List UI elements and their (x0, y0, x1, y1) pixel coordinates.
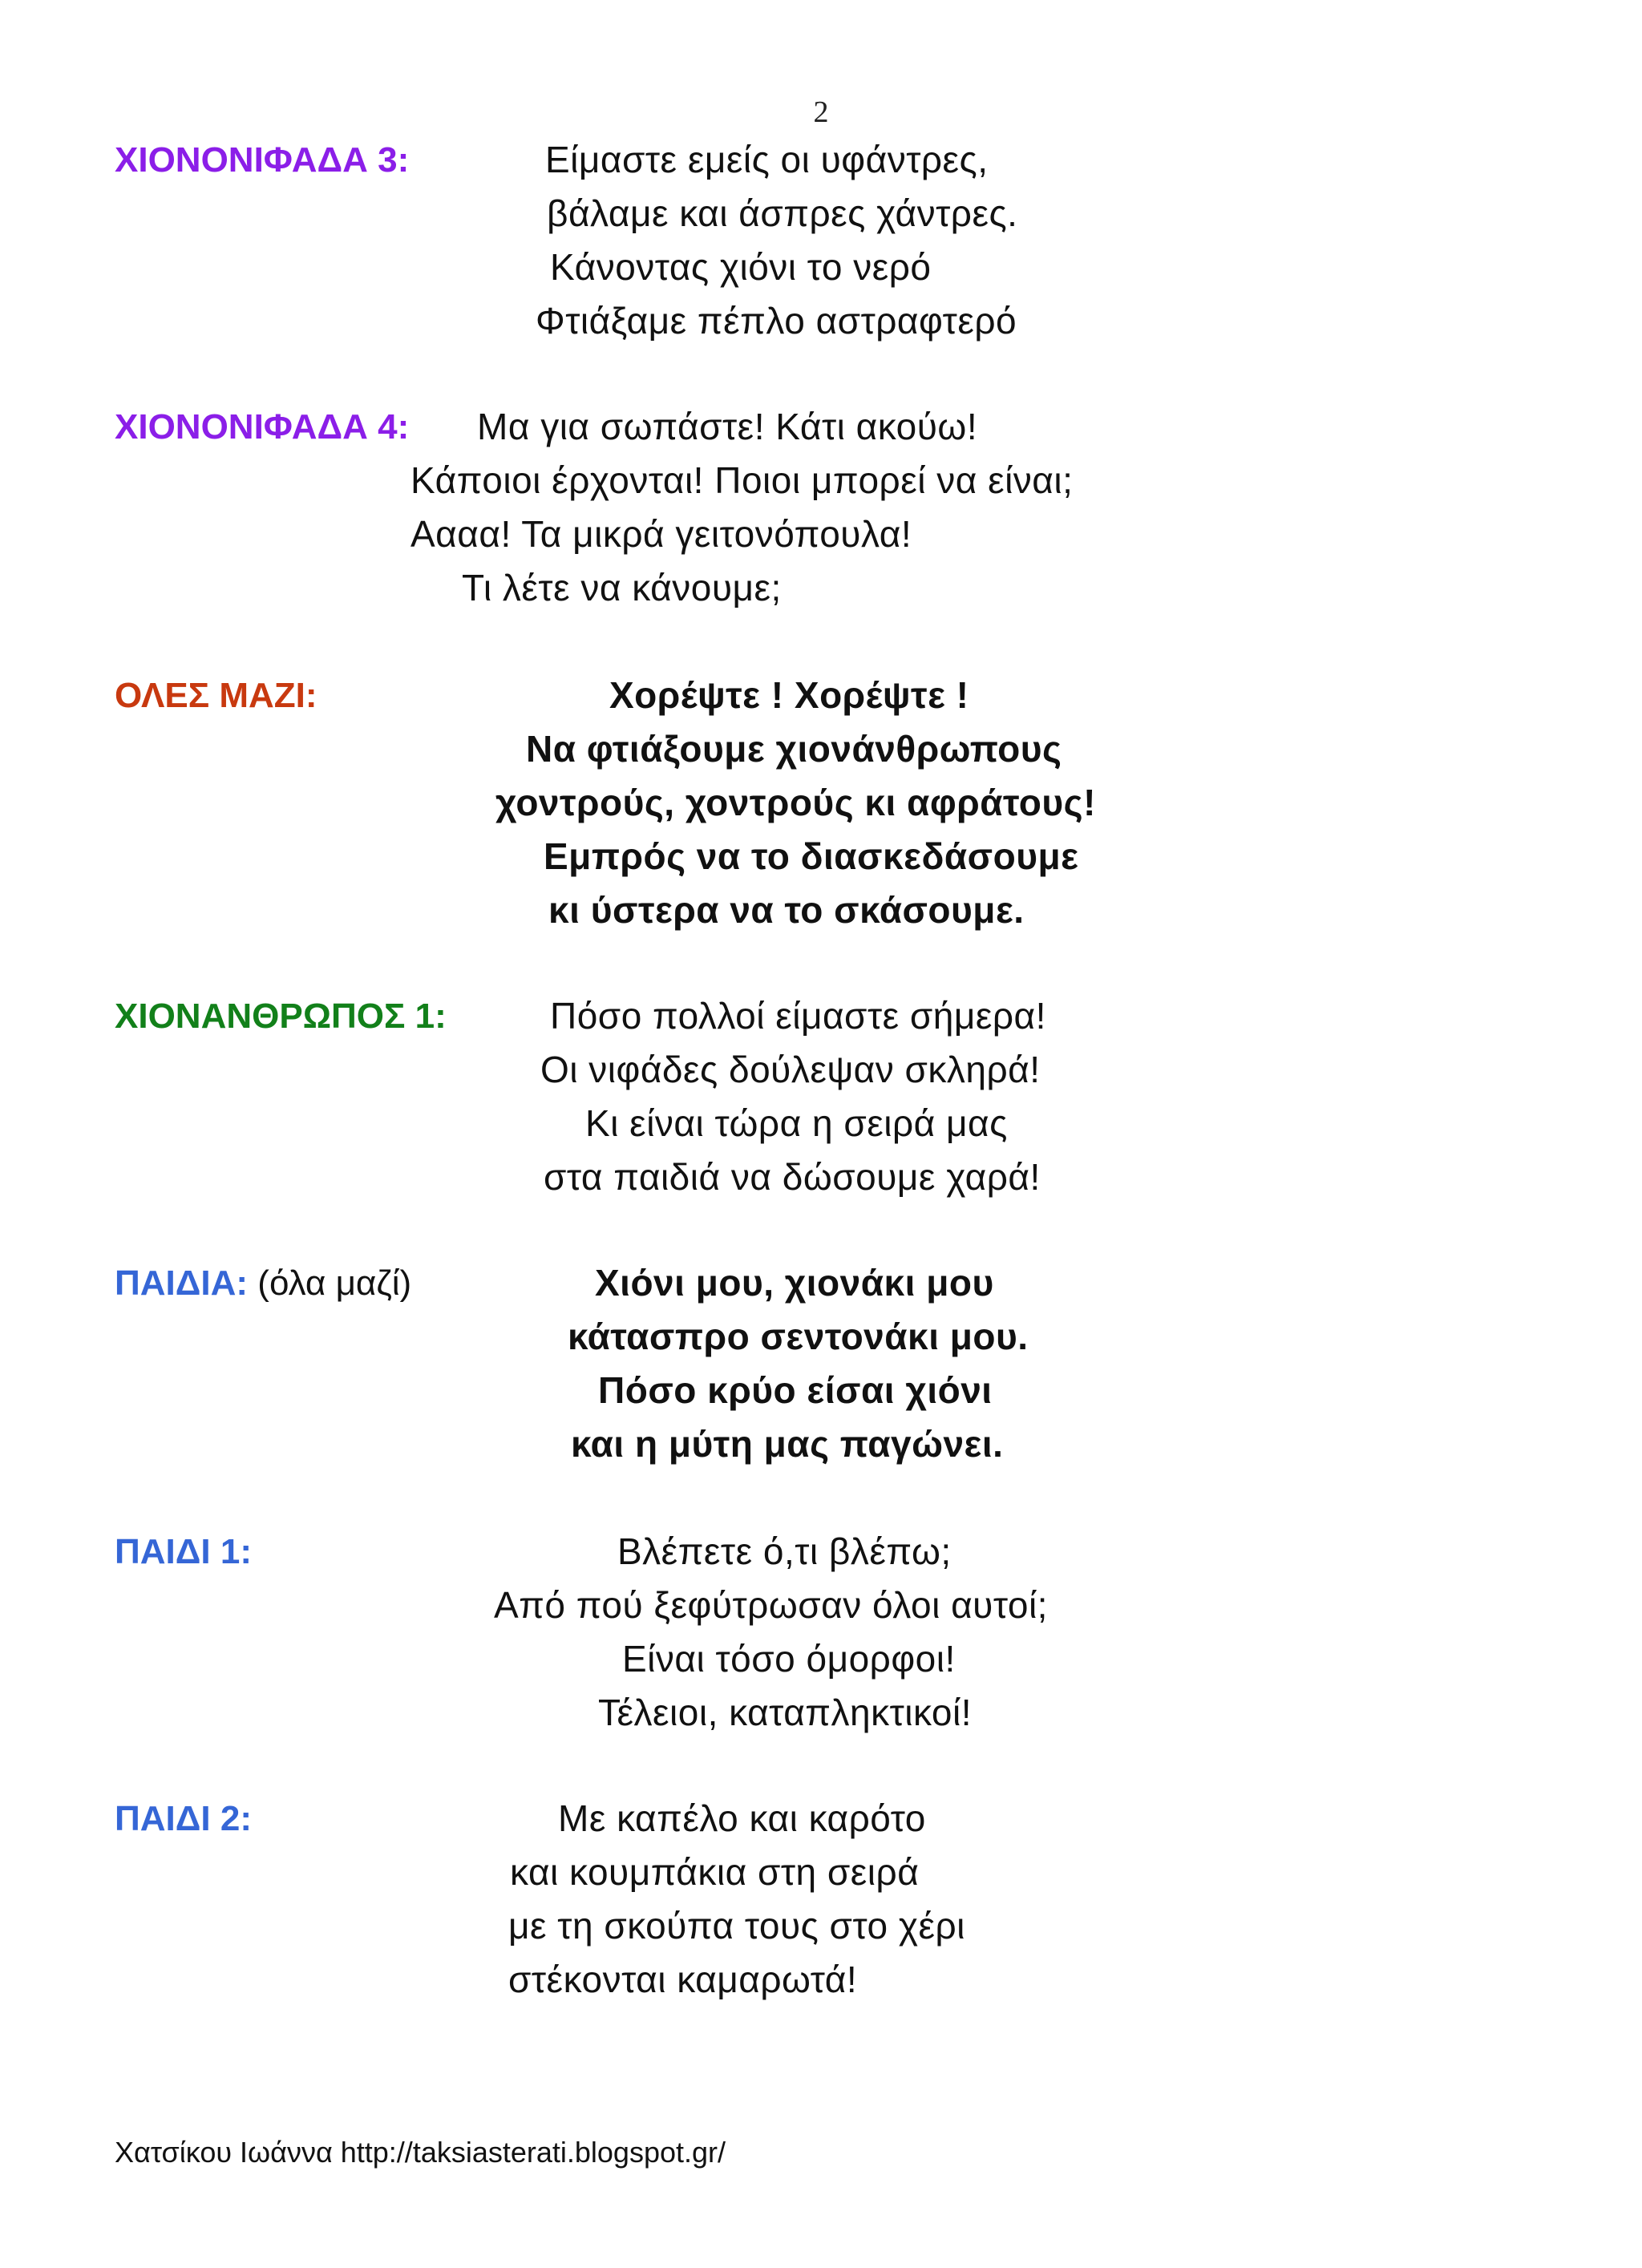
verse-line: με τη σκούπα τους στο χέρι (508, 1905, 965, 1947)
verse-line: Βλέπετε ό,τι βλέπω; (617, 1530, 952, 1572)
verse-line: Κάποιοι έρχονται! Ποιοι μπορεί να είναι; (410, 459, 1074, 501)
verse-line: κάτασπρο σεντονάκι μου. (568, 1316, 1029, 1357)
verse-line: Πόσο πολλοί είμαστε σήμερα! (550, 995, 1046, 1037)
verse-line: Χιόνι μου, χιονάκι μου (595, 1262, 994, 1304)
speaker-note: (όλα μαζί) (248, 1263, 412, 1303)
verse-line: Από πού ξεφύτρωσαν όλοι αυτοί; (494, 1584, 1048, 1626)
verse-line: Μα για σωπάστε! Κάτι ακούω! (477, 406, 978, 447)
speaker-label: ΠΑΙΔΙ 2: (115, 1799, 252, 1838)
speaker-label: ΧΙΟΝΟΝΙΦΑΔΑ 4: (115, 407, 410, 447)
verse-line: στέκονται καμαρωτά! (508, 1959, 858, 2000)
speaker-label: ΟΛΕΣ ΜΑΖΙ: (115, 676, 317, 715)
verse-line: Οι νιφάδες δούλεψαν σκληρά! (540, 1049, 1041, 1090)
verse-line: χοντρούς, χοντρούς κι αφράτους! (495, 782, 1096, 823)
verse-line: κι ύστερα να το σκάσουμε. (548, 889, 1025, 931)
verse-line: Κι είναι τώρα η σειρά μας (585, 1102, 1008, 1144)
speaker-name: ΠΑΙΔΙΑ: (115, 1263, 249, 1303)
speaker-label: ΠΑΙΔΙ 1: (115, 1532, 252, 1571)
verse-line: στα παιδιά να δώσουμε χαρά! (544, 1156, 1041, 1198)
speaker-label (115, 1263, 411, 1304)
speaker-label: ΧΙΟΝΑΝΘΡΩΠΟΣ 1: (115, 997, 447, 1036)
verse-line: Είμαστε εμείς οι υφάντρες, (545, 139, 989, 180)
verse-line: Τέλειοι, καταπληκτικοί! (598, 1692, 973, 1733)
verse-line: και η μύτη μας παγώνει. (571, 1423, 1004, 1465)
footer-credit: Χατσίκου Ιωάννα http://taksiasterati.blogspot.gr/ (115, 2136, 726, 2169)
verse-line: Κάνοντας χιόνι το νερό (550, 246, 932, 288)
verse-line: Να φτιάξουμε χιονάνθρωπους (526, 728, 1062, 770)
verse-line: Χορέψτε ! Χορέψτε ! (609, 674, 969, 716)
verse-line: Φτιάξαμε πέπλο αστραφτερό (536, 300, 1017, 342)
verse-line: Με καπέλο και καρότο (558, 1797, 926, 1839)
verse-line: και κουμπάκια στη σειρά (510, 1851, 920, 1893)
page-number: 2 (813, 95, 829, 129)
verse-line: Πόσο κρύο είσαι χιόνι (598, 1369, 993, 1411)
verse-line: βάλαμε και άσπρες χάντρες. (547, 192, 1018, 234)
verse-line: Είναι τόσο όμορφοι! (622, 1638, 956, 1680)
verse-line: Τι λέτε να κάνουμε; (462, 567, 782, 608)
verse-line: Εμπρός να το διασκεδάσουμε (544, 835, 1079, 877)
speaker-label: ΧΙΟΝΟΝΙΦΑΔΑ 3: (115, 140, 410, 180)
verse-line: Αααα! Τα μικρά γειτονόπουλα! (410, 513, 912, 555)
